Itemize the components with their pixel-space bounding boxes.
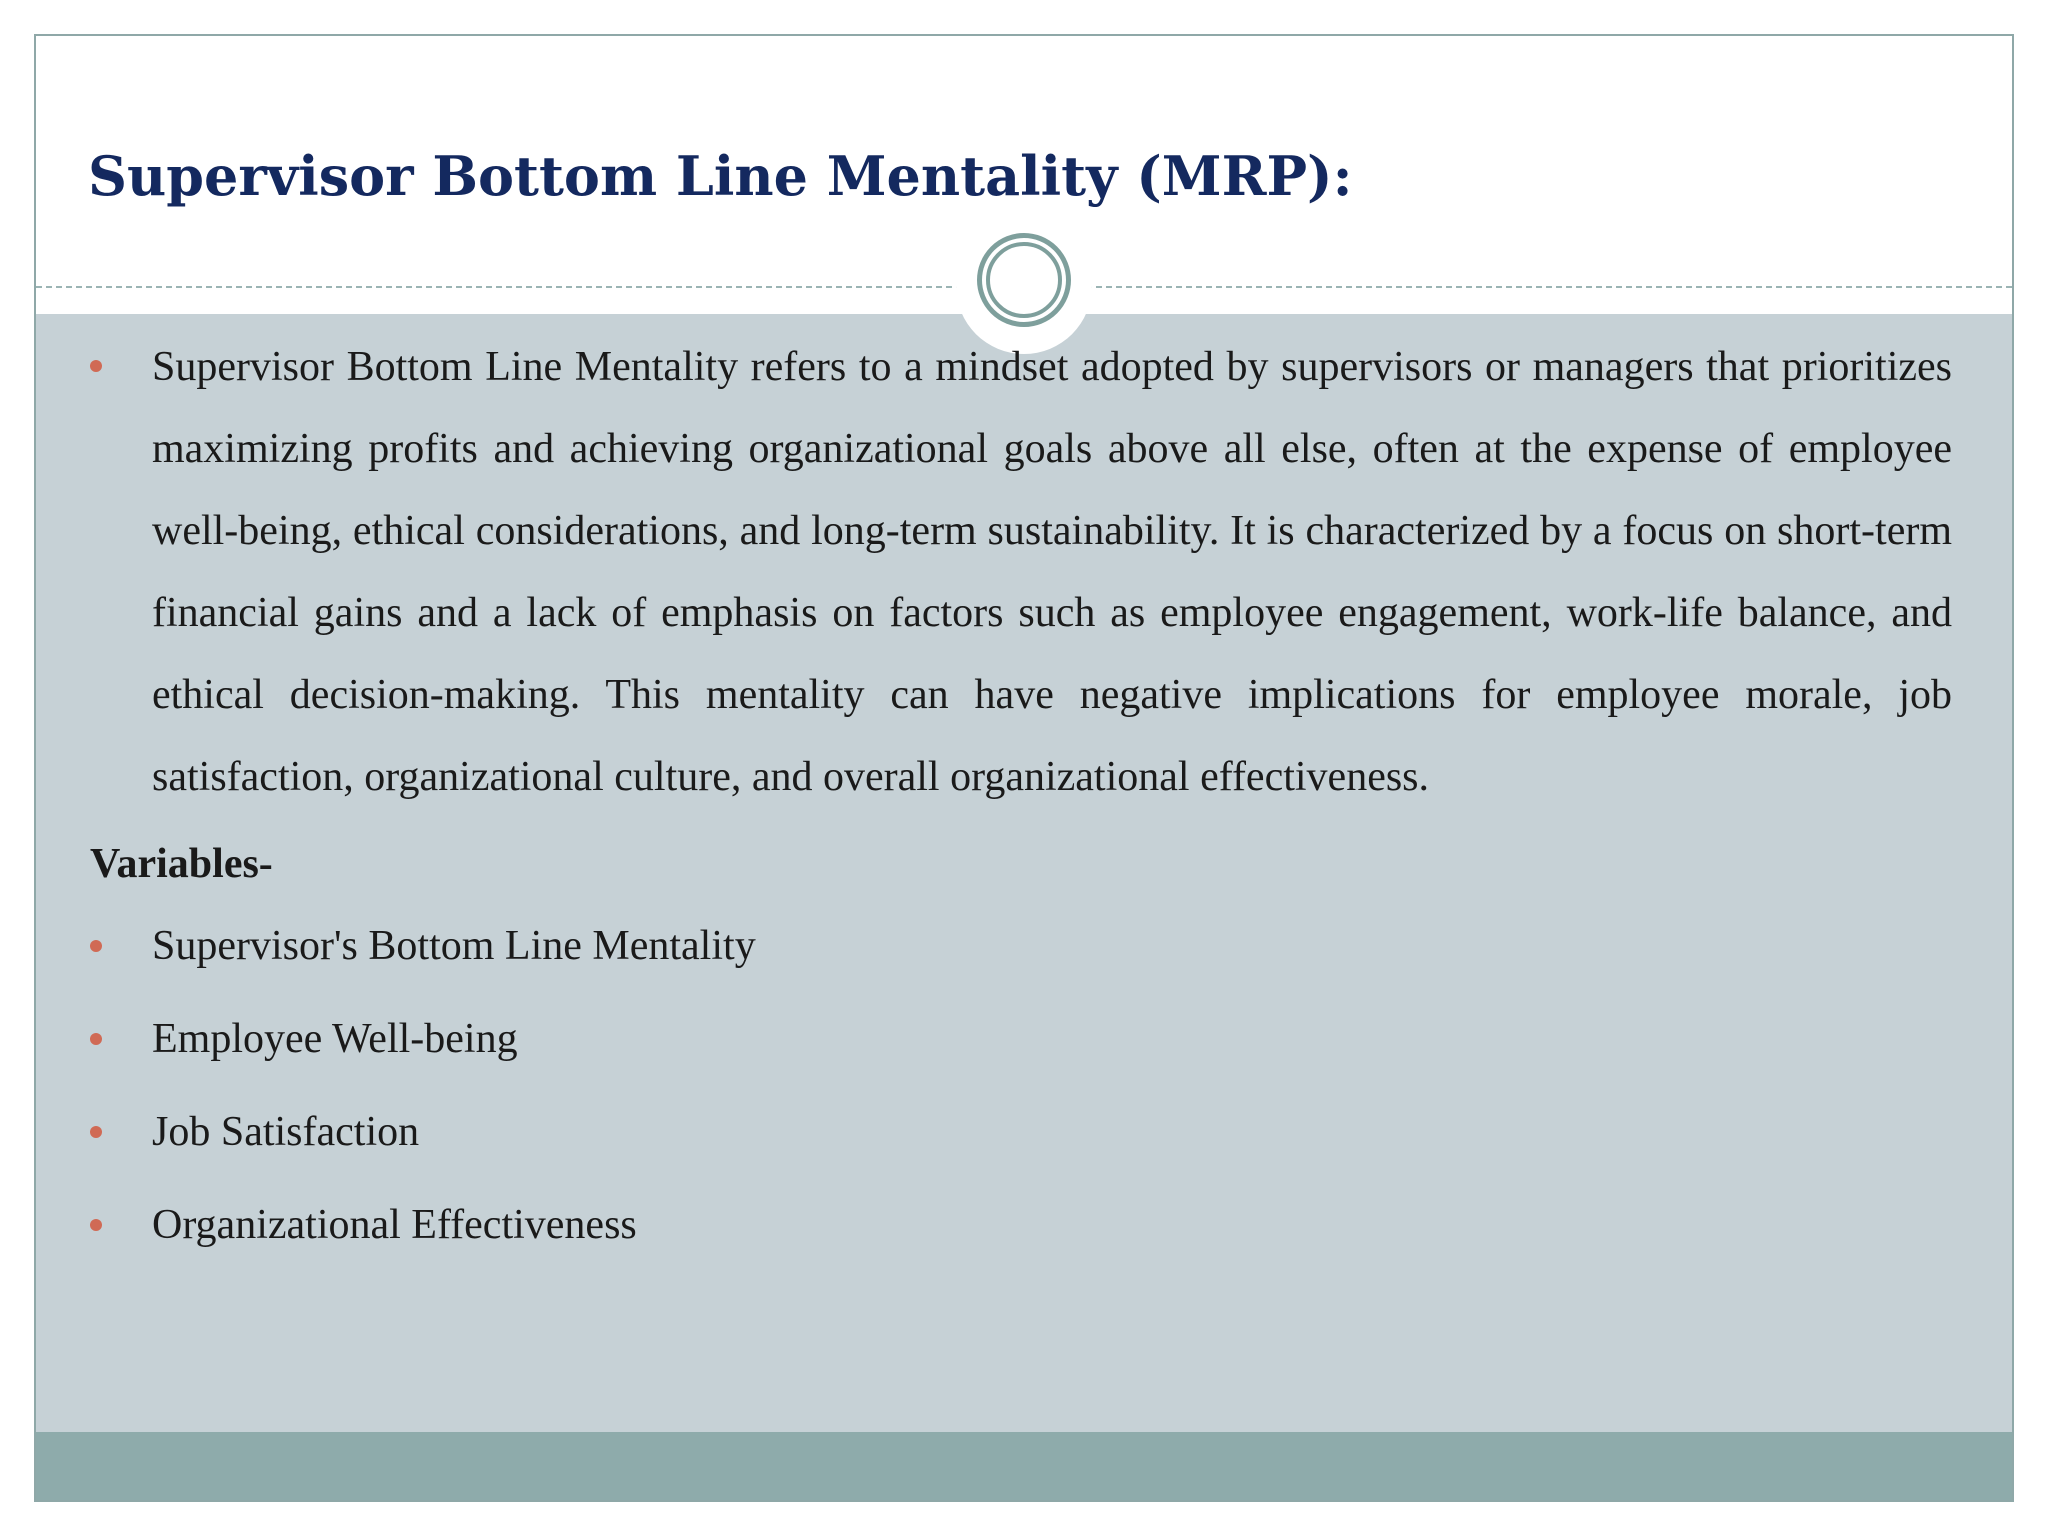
variables-list <box>36 916 2012 1288</box>
variables-heading: Variables- <box>90 841 273 887</box>
bullet-icon <box>90 1219 102 1231</box>
definition-text: Supervisor Bottom Line Mentality refers to a mindset adopted by supervisors or managers that prioritizes maximizing profits and achieving organizational goals above all else, often at the expense of employee well-being, ethical considerations, and long-term sustainability. It is characterized by a focus on short-term financial gains and a lack of emphasis on factors such as employee engagement, work-life balance, and ethical decision-making. This mentality can have negative implications for employee morale, job satisfaction, organizational culture, and overall organizational effectiveness. <box>152 344 1952 800</box>
list-item <box>152 1009 2012 1102</box>
variable-label: Employee Well-being <box>152 1016 518 1062</box>
list-item <box>152 1102 2012 1195</box>
slide-content <box>36 326 2012 1288</box>
slide <box>34 34 2014 1502</box>
bullet-icon <box>90 1033 102 1045</box>
bullet-icon <box>90 360 102 372</box>
variable-label: Organizational Effectiveness <box>152 1202 637 1248</box>
circle-ornament-inner-ring <box>986 242 1062 318</box>
bullet-icon <box>90 940 102 952</box>
bullet-icon <box>90 1126 102 1138</box>
variable-label: Supervisor's Bottom Line Mentality <box>152 923 756 969</box>
list-item <box>152 916 2012 1009</box>
footer-band <box>36 1432 2012 1502</box>
list-item <box>152 1195 2012 1288</box>
variable-label: Job Satisfaction <box>152 1109 420 1155</box>
slide-title: Supervisor Bottom Line Mentality (MRP): <box>88 144 1353 208</box>
definition-paragraph <box>152 326 1952 818</box>
